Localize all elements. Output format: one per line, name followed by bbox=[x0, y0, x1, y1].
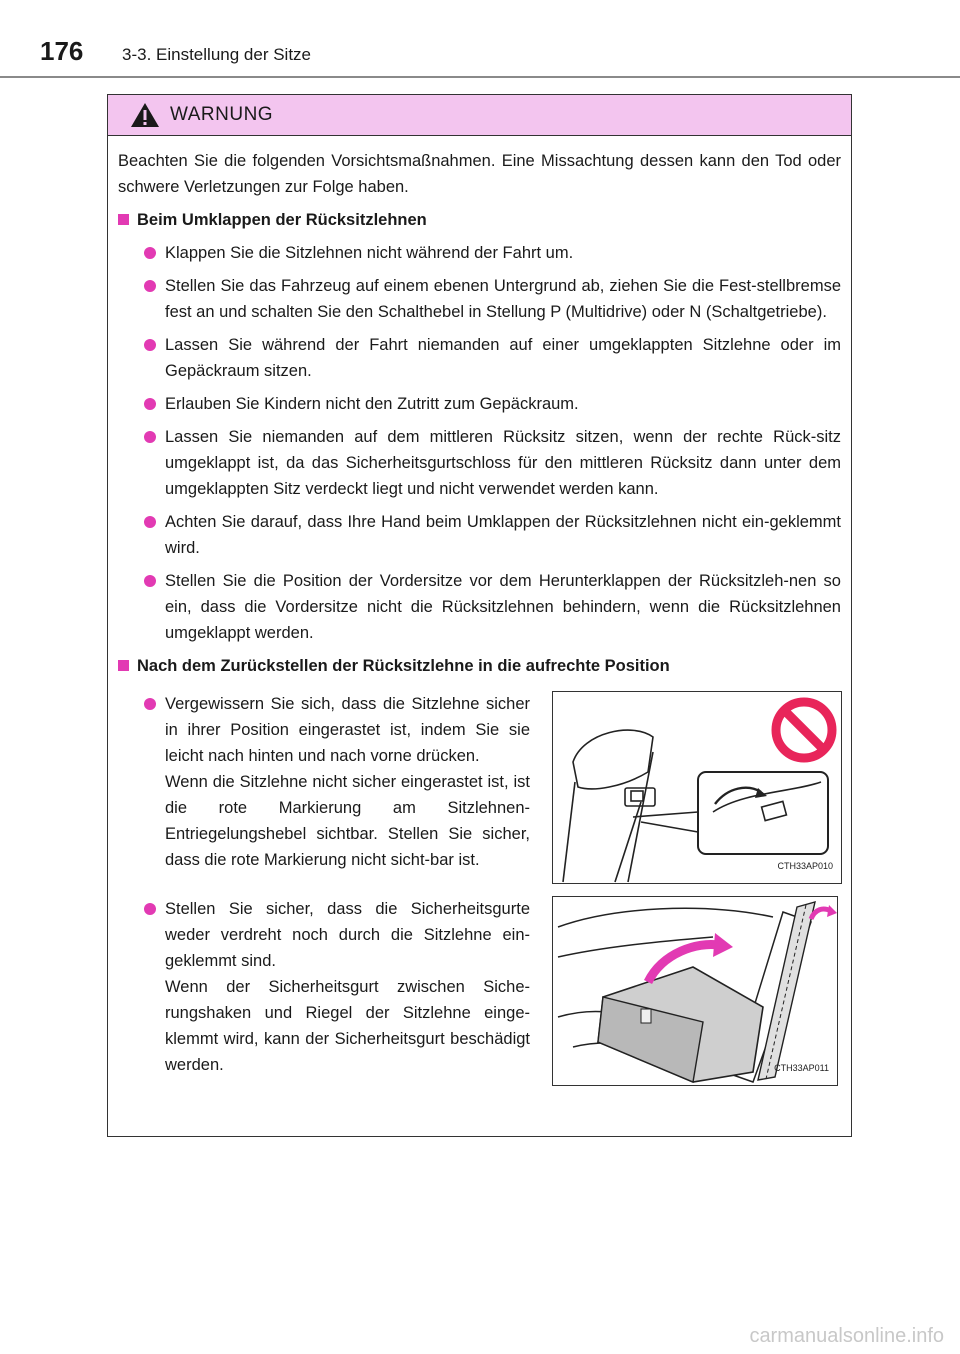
paragraph: Wenn die Sitzlehne nicht sicher eingerastet ist, ist die rote Markierung am Sitzlehnen-Entriegelungshebel sichtbar. Stellen Sie sicher, dass die rote Markierung nicht sicht-bar ist. bbox=[165, 773, 530, 869]
bullet-dot-icon bbox=[144, 398, 156, 410]
bullet-dot-icon bbox=[144, 431, 156, 443]
section-heading bbox=[118, 207, 841, 233]
square-bullet-icon bbox=[118, 214, 129, 225]
list-item bbox=[144, 896, 530, 1078]
list-item-text: Klappen Sie die Sitzlehnen nicht während der Fahrt um. bbox=[165, 244, 574, 262]
section-heading-text: Nach dem Zurückstellen der Rücksitzlehne in die aufrechte Position bbox=[137, 657, 670, 675]
list-item-text bbox=[165, 896, 530, 1078]
list-item-text bbox=[165, 691, 530, 873]
bullet-dot-icon bbox=[144, 698, 156, 710]
section-title: 3-3. Einstellung der Sitze bbox=[122, 45, 311, 64]
seatbelt-illustration bbox=[552, 896, 838, 1086]
list-item-text: Erlauben Sie Kindern nicht den Zutritt zum Gepäckraum. bbox=[165, 395, 579, 413]
list-item bbox=[144, 568, 841, 646]
header-divider bbox=[0, 76, 960, 78]
bullet-dot-icon bbox=[144, 575, 156, 587]
square-bullet-icon bbox=[118, 660, 129, 671]
bullet-dot-icon bbox=[144, 280, 156, 292]
seat-lock-illustration bbox=[552, 691, 842, 884]
prohibition-icon bbox=[776, 702, 832, 758]
section-heading bbox=[118, 653, 841, 679]
warning-triangle-icon bbox=[130, 102, 160, 128]
warning-header bbox=[108, 95, 851, 136]
list-item-text: Lassen Sie niemanden auf dem mittleren Rücksitz sitzen, wenn der rechte Rück-sitz umgeklappt ist, da das Sicherheitsgurtschloss für den mittleren Rücksitz dann unter dem umgeklappten Sitz verdeckt liegt und nicht verwendet werden kann. bbox=[165, 428, 841, 498]
figure-code: CTH33AP011 bbox=[774, 1063, 829, 1073]
bullet-dot-icon bbox=[144, 339, 156, 351]
list-item bbox=[144, 691, 530, 873]
list-item-text: Lassen Sie während der Fahrt niemanden auf einer umgeklappten Sitzlehne oder im Gepäckraum sitzen. bbox=[165, 336, 841, 380]
figure-row bbox=[118, 896, 841, 1086]
warning-box bbox=[107, 94, 852, 1137]
paragraph: Vergewissern Sie sich, dass die Sitzlehne sicher in ihrer Position eingerastet ist, indem Sie sie leicht nach hinten und nach vorne drücken. bbox=[165, 695, 530, 765]
warning-body bbox=[108, 136, 851, 1086]
list-item bbox=[144, 509, 841, 561]
list-item-text: Achten Sie darauf, dass Ihre Hand beim Umklappen der Rücksitzlehnen nicht ein-geklemmt wird. bbox=[165, 513, 841, 557]
figure-row bbox=[118, 691, 841, 884]
paragraph: Wenn der Sicherheitsgurt zwischen Siche-rungshaken und Riegel der Sitzlehne einge-klemmt wird, kann der Sicherheitsgurt beschädigt werden. bbox=[165, 978, 530, 1074]
list-item bbox=[144, 273, 841, 325]
list-item-text: Stellen Sie die Position der Vordersitze vor dem Herunterklappen der Rücksitzleh-nen so ein, dass die Vordersitze nicht die Rücksitzlehnen behindern, wenn die Rücksitzlehnen umgeklappt werden. bbox=[165, 572, 841, 642]
bullet-dot-icon bbox=[144, 903, 156, 915]
list-item bbox=[144, 240, 841, 266]
figure-code: CTH33AP010 bbox=[777, 861, 833, 871]
list-item bbox=[144, 391, 841, 417]
paragraph: Stellen Sie sicher, dass die Sicherheitsgurte weder verdreht noch durch die Sitzlehne ein-geklemmt sind. bbox=[165, 900, 530, 970]
warning-intro: Beachten Sie die folgenden Vorsichtsmaßnahmen. Eine Missachtung dessen kann den Tod oder schwere Verletzungen zur Folge haben. bbox=[118, 152, 841, 196]
bullet-dot-icon bbox=[144, 247, 156, 259]
warning-title: WARNUNG bbox=[170, 104, 274, 125]
page-number: 176 bbox=[40, 36, 84, 66]
list-item bbox=[144, 424, 841, 502]
list-item bbox=[144, 332, 841, 384]
section-heading-text: Beim Umklappen der Rücksitzlehnen bbox=[137, 211, 427, 229]
bullet-dot-icon bbox=[144, 516, 156, 528]
watermark: carmanualsonline.info bbox=[749, 1325, 944, 1347]
list-item-text: Stellen Sie das Fahrzeug auf einem ebenen Untergrund ab, ziehen Sie die Fest-stellbremse fest an und schalten Sie den Schalthebel in Stellung P (Multidrive) oder N (Schaltgetriebe). bbox=[165, 277, 841, 321]
